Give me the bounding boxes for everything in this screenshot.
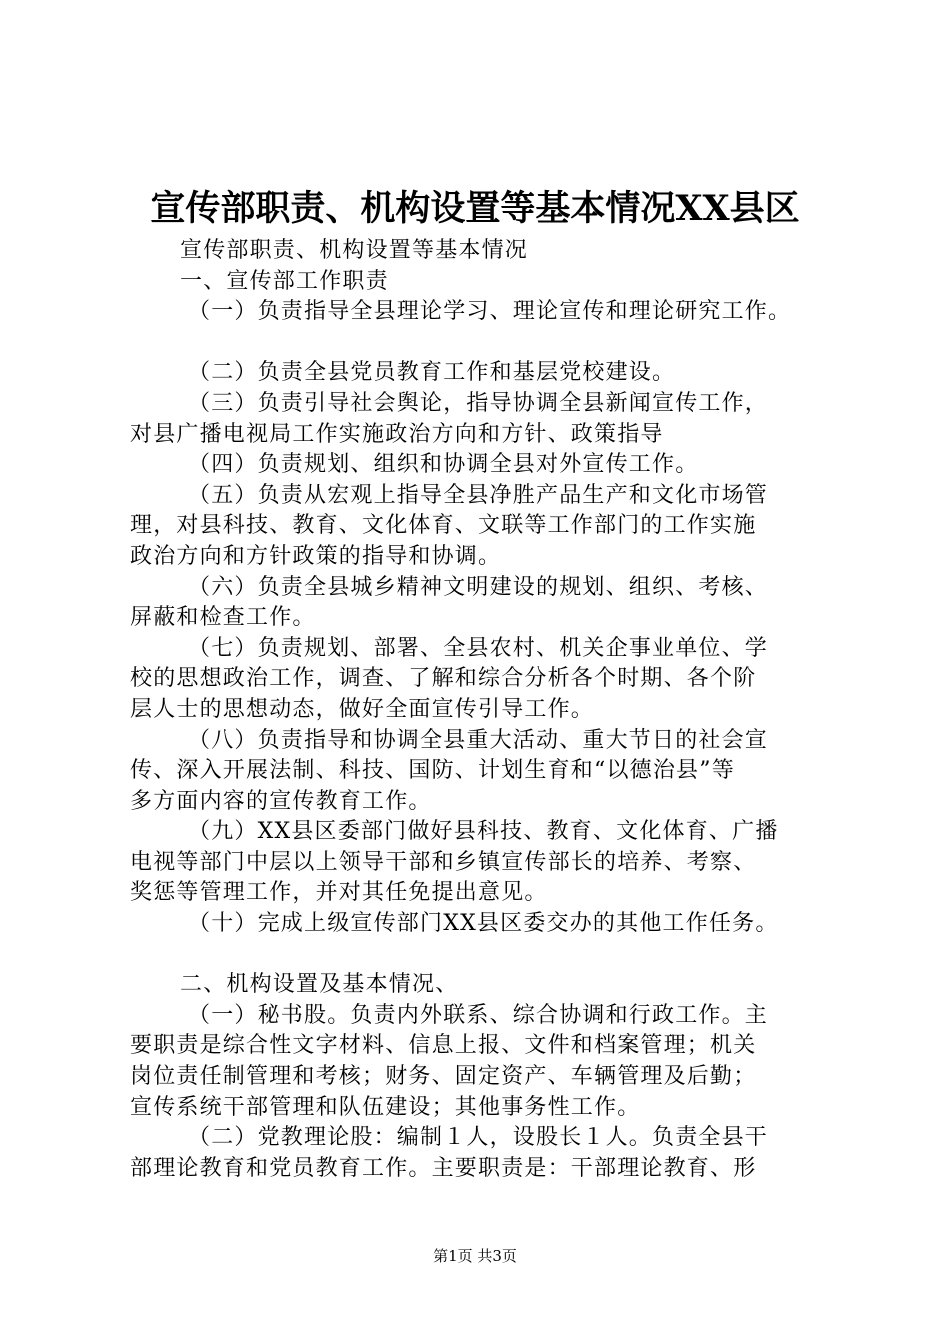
section1-items-line: 层人士的思想动态，做好全面宣传引导工作。 — [130, 696, 595, 722]
blank-line — [130, 328, 832, 359]
section1-items-line: （十）完成上级宣传部门XX县区委交办的其他工作任务。 — [188, 911, 779, 937]
subtitle: 宣传部职责、机构设置等基本情况 — [180, 238, 529, 263]
section1-items-line: （五）负责从宏观上指导全县净胜产品生产和文化市场管 — [188, 482, 769, 508]
blank-line — [130, 940, 832, 971]
page-footer: 第1页 共3页 — [433, 1247, 517, 1265]
section1-heading: 一、宣传部工作职责 — [180, 268, 389, 294]
section1-items-line: 多方面内容的宣传教育工作。 — [130, 788, 432, 814]
section2-list — [130, 1001, 832, 1185]
section1-items-line: 屏蔽和检查工作。 — [130, 605, 316, 631]
section1-items-line: （九）XX县区委部门做好县科技、教育、文化体育、广播 — [188, 819, 779, 845]
section1-items-line: （一）负责指导全县理论学习、理论宣传和理论研究工作。 — [188, 299, 792, 325]
section2-items-line: 要职责是综合性文字材料、信息上报、文件和档案管理；机关 — [130, 1033, 757, 1059]
section1-items-line: 对县广播电视局工作实施政治方向和方针、政策指导 — [130, 421, 664, 447]
document-body — [130, 236, 832, 1184]
section1-items-line: 传、深入开展法制、科技、国防、计划生育和“以德治县”等 — [130, 758, 735, 784]
section1-items-line: 理，对县科技、教育、文化体育、文联等工作部门的工作实施 — [130, 513, 757, 539]
section2-items-line: （一）秘书股。负责内外联系、综合协调和行政工作。主 — [188, 1002, 769, 1028]
section1-items-line: 电视等部门中层以上领导干部和乡镇宣传部长的培养、考察、 — [130, 849, 757, 875]
section2-items-line: 宣传系统干部管理和队伍建设；其他事务性工作。 — [130, 1094, 641, 1120]
section2-heading: 二、机构设置及基本情况、 — [180, 972, 459, 998]
section1-list — [130, 297, 832, 939]
section1-items-line: （七）负责规划、部署、全县农村、机关企事业单位、学 — [188, 635, 769, 661]
section1-items-line: （八）负责指导和协调全县重大活动、重大节日的社会宣 — [188, 727, 769, 753]
section1-items-line: 奖惩等管理工作，并对其任免提出意见。 — [130, 880, 548, 906]
section1-items-line: （二）负责全县党员教育工作和基层党校建设。 — [188, 360, 676, 386]
section1-items-line: 政治方向和方针政策的指导和协调。 — [130, 543, 502, 569]
section1-items-line: （四）负责规划、组织和协调全县对外宣传工作。 — [188, 452, 699, 478]
section2-items-line: （二）党教理论股：编制１人，设股长１人。负责全县干 — [188, 1125, 769, 1151]
section2-items-line: 岗位责任制管理和考核；财务、固定资产、车辆管理及后勤； — [130, 1064, 757, 1090]
section1-items-line: （三）负责引导社会舆论，指导协调全县新闻宣传工作， — [188, 390, 769, 416]
section2-items-line: 部理论教育和党员教育工作。主要职责是：干部理论教育、形 — [130, 1155, 757, 1181]
section1-items-line: 校的思想政治工作，调查、了解和综合分析各个时期、各个阶 — [130, 666, 757, 692]
document-title: 宣传部职责、机构设置等基本情况XX县区 — [150, 188, 800, 229]
section1-items-line: （六）负责全县城乡精神文明建设的规划、组织、考核、 — [188, 574, 769, 600]
